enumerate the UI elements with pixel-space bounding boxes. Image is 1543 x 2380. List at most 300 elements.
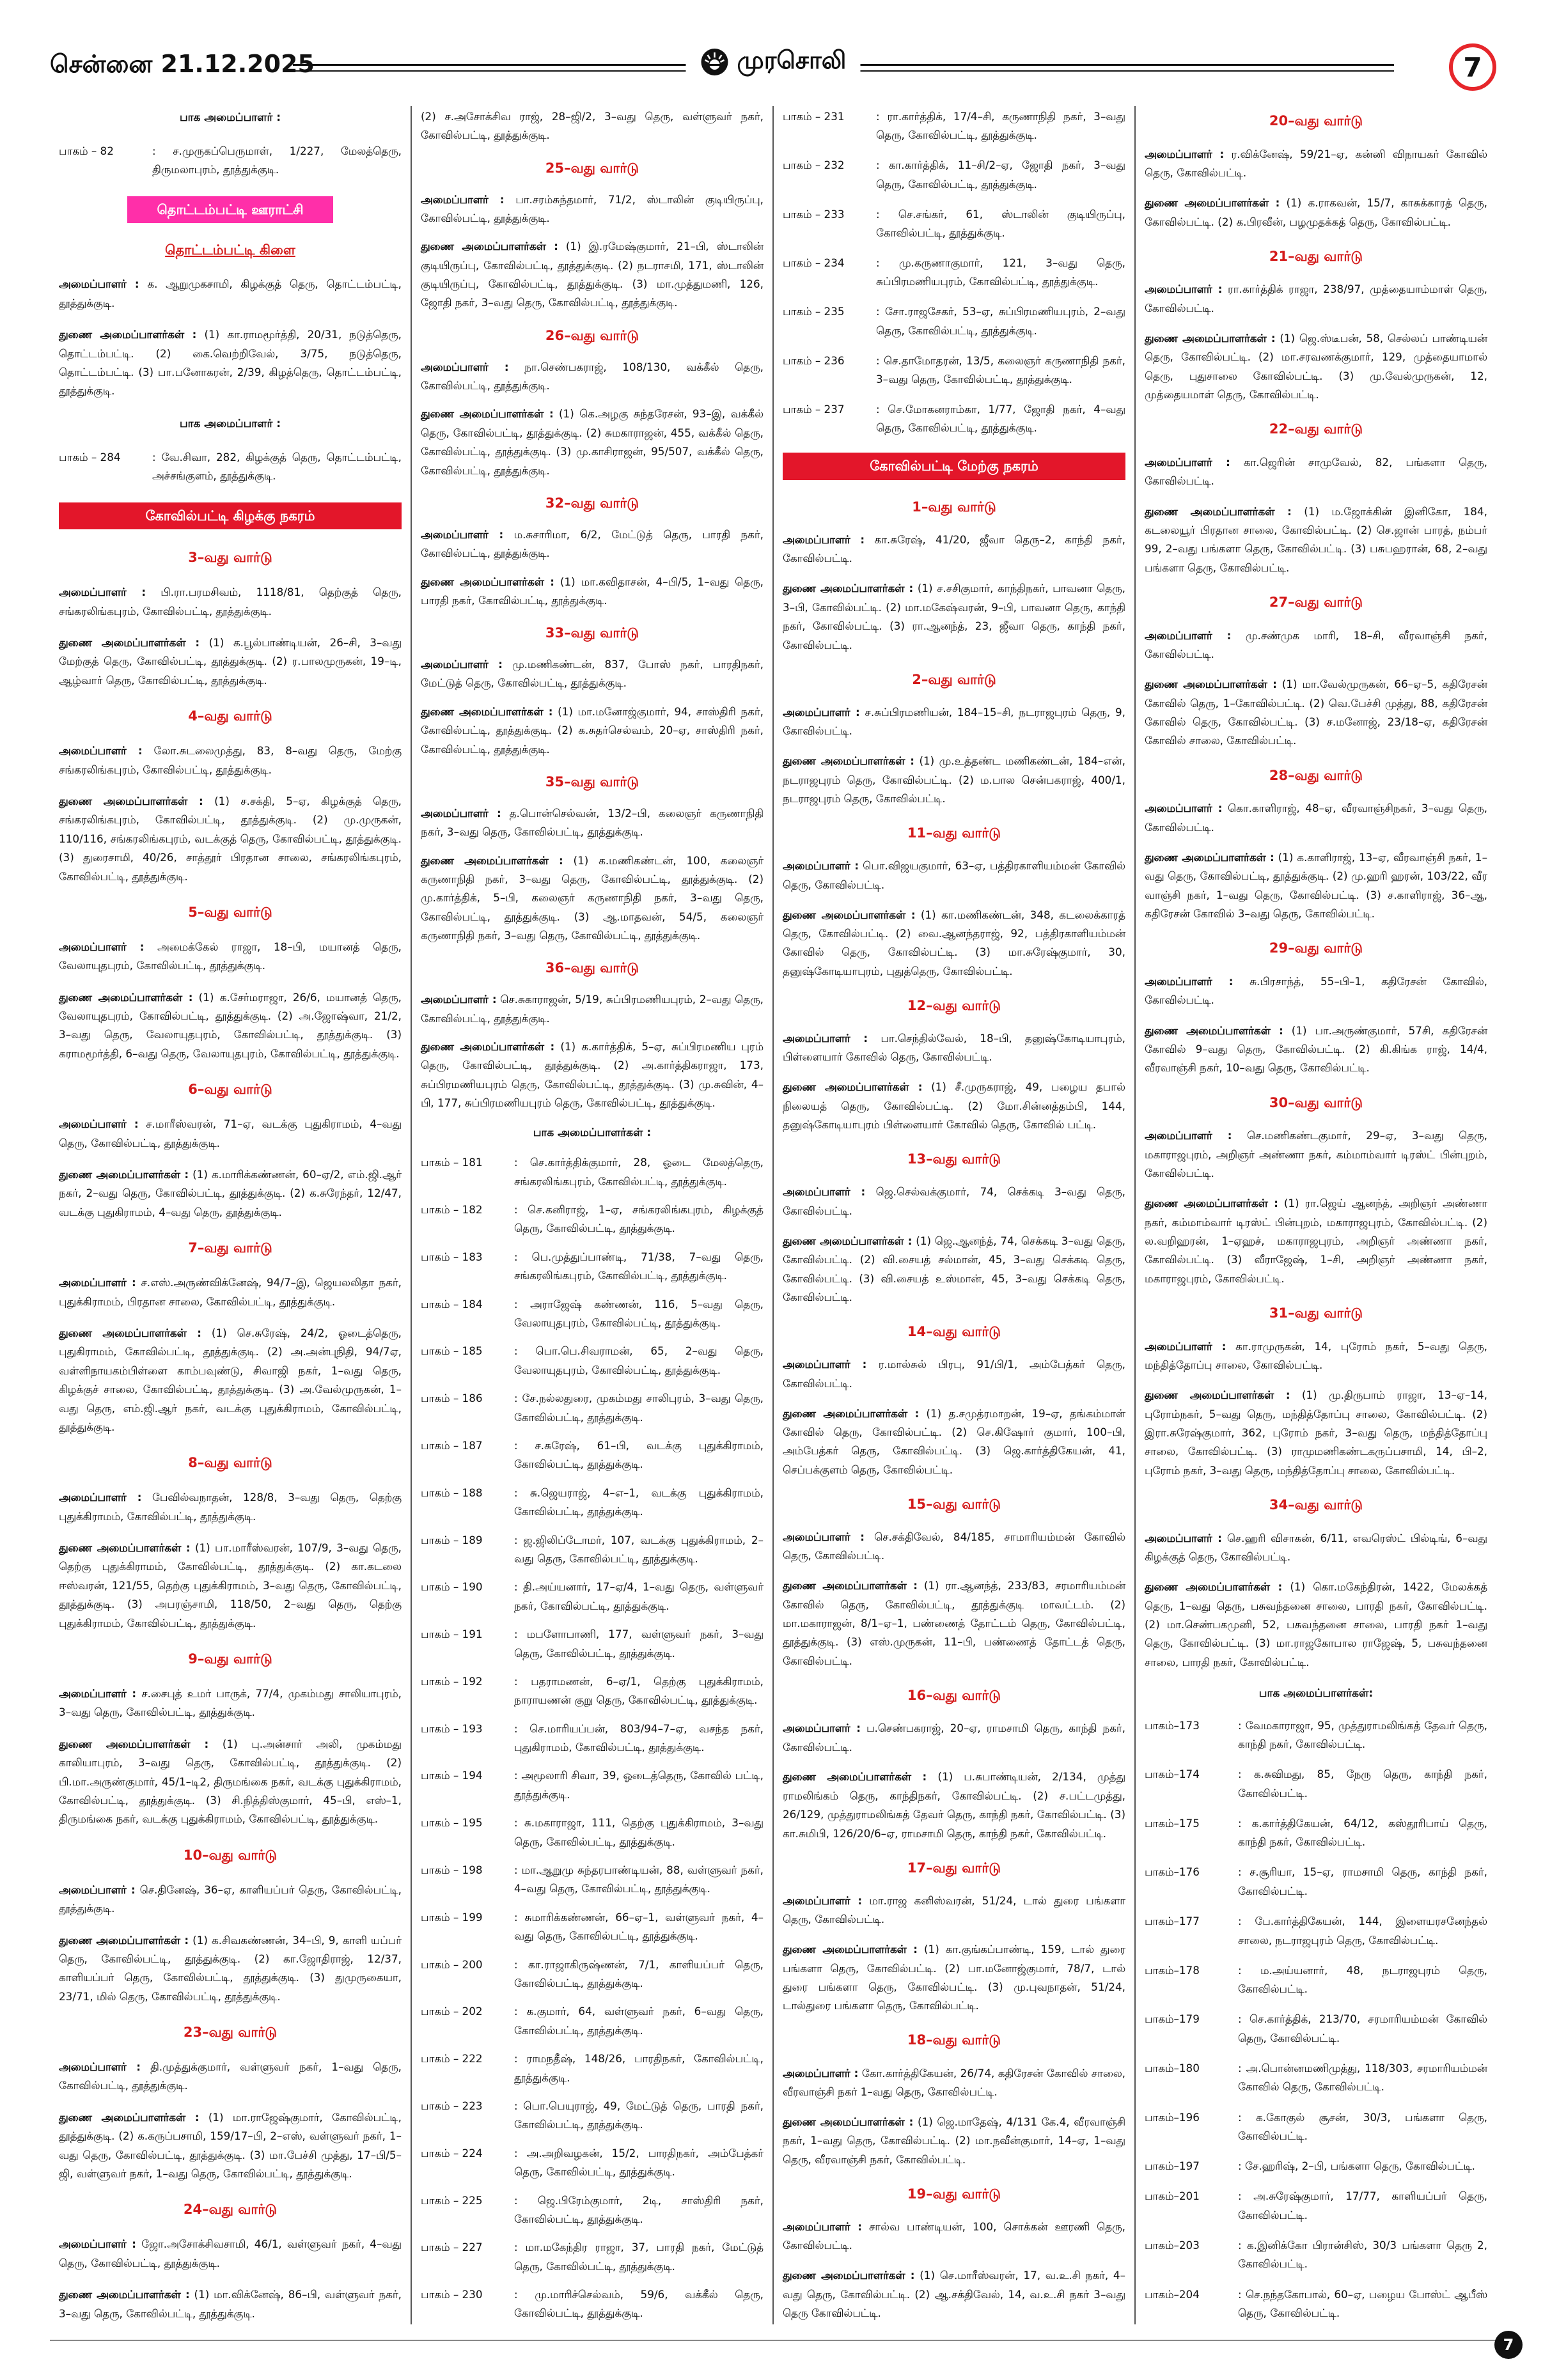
organizer-entry <box>421 358 764 396</box>
organizer-entry <box>1145 626 1487 664</box>
booth-organizer: : க.கோகுல் சூசன், 30/3, பங்களா தெரு, கோவில்பட்டி. <box>1238 2110 1487 2142</box>
booth-organizer: : செ.கார்த்திக், 213/70, சரமாரியம்மன் கோவில் தெரு, கோவில்பட்டி. <box>1238 2012 1487 2044</box>
ward-heading: 9–வது வார்டு <box>188 1651 272 1667</box>
organizer-details: செ.தினேஷ், 36–ஏ, காளியப்பர் தெரு, கோவில்பட்டி, தூத்துக்குடி. <box>59 1883 402 1915</box>
booth-row <box>421 1248 764 1286</box>
role-label: அமைப்பாளர் : <box>1145 456 1230 469</box>
organizer-details: ர.விக்னேஷ், 59/21–ஏ, கன்னி விநாயகர் கோவில் தெரு, கோவில்பட்டி. <box>1145 147 1487 179</box>
organizer-details: ச.எஸ்.அருண்விக்னேஷ், 94/7–இ, ஜெயலலிதா நகர், புதுக்கிராமம், பிரதான சாலை, கோவில்பட்டி, தூத்துக்குடி. <box>59 1276 402 1308</box>
organizer-details: ஜெ.செல்வக்குமார், 74, செக்கடி 3–வது தெரு, கோவில்பட்டி. <box>783 1185 1125 1217</box>
booth-row <box>421 1436 764 1474</box>
role-label: துணை அமைப்பாளர்கள் : <box>59 328 197 341</box>
organizer-details: (1) ரா.ஆனந்த், 233/83, சரமாரியம்மன் கோவில் தெரு, கோவில்பட்டி, தூத்துக்குடி மாவட்டம். (2) மா.மகாராஜன், 8/1–ஏ–1, பண்ணைத் தோட்டம் தெரு, கோவில்பட்டி, தூத்துக்குடி. (3) எஸ்.முருகன், 11–பி, பண்ணைத் தோட்டத் தெரு, கோவில்பட்டி. <box>783 1579 1125 1667</box>
booth-organizer: : கா.ராஜாகிருஷ்ணன், 7/1, காளியப்பர் தெரு, கோவில்பட்டி, தூத்துக்குடி. <box>514 1957 764 1989</box>
booth-row <box>421 2144 764 2182</box>
organizer-entry <box>783 2064 1125 2102</box>
organizer-details: (1) ம.ஜோக்கின் இனிகோ, 184, கடலையூர் பிரதான சாலை, கோவில்பட்டி. (2) செ.ஜான் பாரத், நம்பர் 99, 2–வது பங்களா தெரு, கோவில்பட்டி. (3) பசுபஹரான், 68, 2–வது பங்களா தெரு, கோவில்பட்டி. <box>1145 504 1487 574</box>
booth-number: பாகம்–196 <box>1145 2110 1200 2124</box>
organizer-details: பா.செந்தில்வேல், 18–பி, தனுஷ்கோடியாபுரம், பிள்ளையார் கோவில் தெரு, கோவில்பட்டி. <box>783 1031 1125 1064</box>
organizer-details: (1) இ.ரமேஷ்குமார், 21–பி, ஸ்டாலின் குடியிருப்பு, கோவில்பட்டி, தூத்துக்குடி. (2) நடராசமி, 171, ஸ்டாலின் குடியிருப்பு, கோவில்பட்டி, தூத்துக்குடி. (3) மா.முத்துமணி, 126, ஜோதி நகர், 3–வது தெரு, கோவில்பட்டி, தூத்துக்குடி. <box>421 240 764 309</box>
role-label: அமைப்பாளர் : <box>59 2237 137 2251</box>
organizer-entry <box>421 1038 764 1113</box>
ward-heading: 15–வது வார்டு <box>907 1496 1001 1512</box>
organizer-entry <box>59 634 402 690</box>
organizer-entry <box>59 1324 402 1436</box>
booth-row <box>783 254 1125 292</box>
role-label: துணை அமைப்பாளர்கள் : <box>59 2110 200 2124</box>
booth-number: பாகம்–201 <box>1145 2189 1200 2203</box>
role-label: அமைப்பாளர் : <box>783 533 865 547</box>
booth-organizer: : செ.மோகனராம்கா, 1/77, ஜோதி நகர், 4–வது தெரு, கோவில்பட்டி, தூத்துக்குடி. <box>876 403 1125 435</box>
role-label: அமைப்பாளர் : <box>1145 147 1225 160</box>
organizer-entry <box>59 938 402 976</box>
booth-organizer: : ராமநதீஷ், 148/26, பாரதிநகர், கோவில்பட்டி, தூத்துக்குடி. <box>514 2052 764 2084</box>
column-2 <box>412 106 774 2324</box>
organizer-details: ச.மாரீஸ்வரன், 71–ஏ, வடக்கு புதுகிராமம், 4–வது தெரு, கோவில்பட்டி, தூத்துக்குடி. <box>59 1117 402 1149</box>
organizer-details: (1) கா.ராமமூர்த்தி, 20/31, நடுத்தெரு, தொட்டம்பட்டி. (2) கை.வெற்றிவேல், 3/75, நடுத்தெரு, தொட்டம்பட்டி. (3) பா.பனோகரன், 2/39, கிழத்தெரு, தொட்டம்பட்டி, தூத்துக்குடி. <box>59 328 402 398</box>
organizer-details: (1) செ.மாரீஸ்வரன், 17, வ.உ.சி நகர், 4–வது தெரு, கோவில்பட்டி. (2) ஆ.சக்திவேல், 14, வ.உ.சி நகர் 3–வது தெரு கோவில்பட்டி. <box>783 2269 1125 2320</box>
ward-heading: 29–வது வார்டு <box>1269 940 1363 956</box>
organizer-entry <box>1145 329 1487 405</box>
organizer-details: (1) ச.சக்தி, 5–ஏ, கிழக்குத் தெரு, சங்கரலிங்கபுரம், கோவில்பட்டி, தூத்துக்குடி. (2) மு.முருகன், 110/116, சங்கரலிங்கபுரம், வடக்குத் தெரு, கோவில்பட்டி, தூத்துக்குடி. (3) துரைசாமி, 40/26, சாத்தூர் பிரதான சாலை, சங்கரலிங்கபுரம், கோவில்பட்டி, தூத்துக்குடி. <box>59 794 402 883</box>
area-banner: கோவில்பட்டி மேற்கு நகரம் <box>783 453 1125 480</box>
booth-row <box>421 1861 764 1899</box>
booth-row <box>1145 1961 1487 1999</box>
booth-row <box>421 2238 764 2276</box>
organizer-entry <box>783 2113 1125 2169</box>
booth-row <box>421 2191 764 2229</box>
ward-heading: 26–வது வார்டு <box>545 327 639 343</box>
booth-row <box>783 400 1125 438</box>
booth-row <box>1145 2059 1487 2097</box>
role-label: அமைப்பாளர் : <box>1145 628 1232 642</box>
role-label: துணை அமைப்பாளர்கள் : <box>1145 678 1277 691</box>
panchayat-banner: தொட்டம்பட்டி ஊராட்சி <box>127 196 333 224</box>
booth-number: பாகம்–178 <box>1145 1963 1200 1977</box>
organizer-entry <box>59 1931 402 2007</box>
booth-number: பாகம்–204 <box>1145 2287 1200 2301</box>
booth-row <box>783 156 1125 194</box>
booth-organizer: : பெ.முத்துப்பாண்டி, 71/38, 7–வது தெரு, சங்கரலிங்கபுரம், கோவில்பட்டி, தூத்துக்குடி. <box>514 1250 764 1282</box>
role-label: துணை அமைப்பாளர்கள் : <box>783 1579 918 1592</box>
booth-organizer: : ச.சூரியா, 15–ஏ, ராமசாமி தெரு, காந்தி நகர், கோவில்பட்டி. <box>1238 1865 1487 1897</box>
booth-organizer: : செ.நந்தகோபால், 60–ஏ, பழைய போஸ்ட் ஆபீஸ் தெரு, கோவில்பட்டி. <box>1238 2287 1487 2320</box>
booth-number: பாகம் – 82 <box>59 144 114 157</box>
role-label: அமைப்பாளர் : <box>59 1276 136 1289</box>
organizer-details: ப.செண்பகராஜ், 20–ஏ, ராமசாமி தெரு, காந்தி நகர், கோவில்பட்டி. <box>783 1722 1125 1754</box>
role-label: துணை அமைப்பாளர்கள் : <box>59 636 200 649</box>
organizer-details: கோ.கார்த்திகேயன், 26/74, கதிரேசன் கோவில் சாலை, வீரவாஞ்சி நகர் 1–வது தெரு, கோவில்பட்டி. <box>783 2066 1125 2099</box>
booth-organizer: : பதராமணன், 6–ஏ/1, தெற்கு புதுக்கிராமம், நாராயணன் குறு தெரு, கோவில்பட்டி, தூத்துக்குடி. <box>514 1674 764 1707</box>
booth-row <box>783 302 1125 340</box>
organizer-details: ரா.கார்த்திக் ராஜா, 238/97, முத்தையாம்மாள் தெரு, கோவில்பட்டி. <box>1145 283 1487 315</box>
organizer-entry <box>1145 1578 1487 1672</box>
role-label: துணை அமைப்பாளர்கள் : <box>783 1406 920 1420</box>
booth-number: பாகம் – 232 <box>783 159 845 172</box>
booth-number: பாகம் – 224 <box>421 2146 483 2159</box>
booth-number: பாகம் – 195 <box>421 1816 483 1830</box>
organizer-details: (1) கா.மணிகண்டன், 348, கடலைக்காரத் தெரு, கோவில்பட்டி. (2) வை.ஆனந்தராஜ், 92, பத்திரகாளியம்மன் கோவில் தெரு, கோவில்பட்டி. (3) மா.சுரேஷ்குமார், 30, தனுஷ்கோடியாபுரம், புதுத்தெரு, கோவில்பட்டி. <box>783 908 1125 977</box>
booth-organizer: : செ.மாரியப்பன், 803/94–7–ஏ, வசந்த நகர், புதுகிராமம், கோவில்பட்டி, தூத்துக்குடி. <box>514 1722 764 1754</box>
booth-row <box>1145 2236 1487 2274</box>
booth-number: பாகம் – 194 <box>421 1769 483 1782</box>
ward-heading: 7–வது வார்டு <box>188 1240 272 1256</box>
organizer-entry <box>1145 280 1487 318</box>
organizer-entry <box>783 579 1125 655</box>
organizer-entry <box>783 1768 1125 1843</box>
role-label: அமைப்பாளர் : <box>421 527 504 541</box>
ward-heading: 4–வது வார்டு <box>188 708 272 724</box>
organizer-details: செ.சக்திவேல், 84/185, சாமாரியம்மன் கோவில் தெரு, கோவில்பட்டி. <box>783 1530 1126 1562</box>
ward-heading: 32–வது வார்டு <box>545 495 639 511</box>
organizer-entry <box>783 1576 1125 1670</box>
role-label: அமைப்பாளர் : <box>421 360 509 373</box>
role-label: அமைப்பாளர் : <box>783 1722 861 1735</box>
ward-heading: 24–வது வார்டு <box>183 2202 278 2218</box>
organizer-details: பொ.விஜயகுமார், 63–ஏ, பத்திரகாளியம்மன் கோவில் தெரு, கோவில்பட்டி. <box>783 859 1125 891</box>
booth-organizer: : அராஜேஷ் கண்ணன், 116, 5–வது தெரு, வேலாயுதபுரம், கோவில்பட்டி, தூத்துக்குடி. <box>514 1297 764 1330</box>
organizer-details: கா.சுரேஷ், 41/20, ஜீவா தெரு–2, காந்தி நகர், கோவில்பட்டி. <box>783 533 1125 565</box>
organizer-details: (1) க.மணிகண்டன், 100, கலைஞர் கருணாநிதி நகர், 3–வது தெரு, கோவில்பட்டி, தூத்துக்குடி. (2) மு.கார்த்திக், 5–பி, கலைஞர் கருணாநிதி நகர், 3–வது தெரு, கோவில்பட்டி, தூத்துக்குடி. (3) ஆ.மாதவன், 54/5, கலைஞர் கருணாநிதி நகர், 3–வது தெரு, கோவில்பட்டி, தூத்துக்குடி. <box>421 853 764 942</box>
booth-row <box>421 1814 764 1851</box>
ward-heading: 20–வது வார்டு <box>1269 113 1363 128</box>
role-label: துணை அமைப்பாளர்கள் : <box>783 2115 914 2129</box>
organizer-details: பி.ரா.பரமசிவம், 1118/81, தெற்குத் தெரு, சங்கரலிங்கபுரம், கோவில்பட்டி, தூத்துக்குடி. <box>59 586 402 618</box>
booth-organizer: : வேமகாராஜா, 95, முத்துராமலிங்கத் தேவர் தெரு, காந்தி நகர், கோவில்பட்டி. <box>1238 1718 1487 1750</box>
role-label: அமைப்பாளர் : <box>783 1894 863 1907</box>
ward-heading: 18–வது வார்டு <box>907 2032 1001 2048</box>
organizer-details: (1) ஜெ.மாதேஷ், 4/131 கே.4, வீரவாஞ்சி நகர், 1–வது தெரு, கோவில்பட்டி. (2) மா.நவீன்குமார், 14–ஏ, 1–வது தெரு, வீரவாஞ்சி நகர், கோவில்பட்டி. <box>783 2115 1125 2166</box>
organizer-entry <box>59 2108 402 2184</box>
booth-row <box>1145 1912 1487 1950</box>
booth-number: பாகம் – 183 <box>421 1250 483 1263</box>
booth-organizer: : சுமாரிக்கண்ணன், 66–ஏ–1, வள்ளுவர் நகர், 4–வது தெரு, கோவில்பட்டி, தூத்துக்குடி. <box>514 1910 764 1943</box>
organizer-entry <box>421 405 764 480</box>
booth-organizer: : அ.பொன்னமணிமுத்து, 118/303, சரமாரியம்மன் கோவில் தெரு, கோவில்பட்டி. <box>1238 2061 1487 2094</box>
booth-row <box>783 107 1125 145</box>
booth-organizer: : கா.கார்த்திக், 11–சி/2–ஏ, ஜோதி நகர், 3–வது தெரு, கோவில்பட்டி, தூத்துக்குடி. <box>876 159 1125 191</box>
role-label: துணை அமைப்பாளர்கள் : <box>1145 850 1274 864</box>
organizer-details: ர.மால்சுல் பிரபு, 91/பி/1, அம்பேத்கர் தெரு, கோவில்பட்டி. <box>783 1358 1125 1390</box>
booth-organizer: : மா.ஆறுமு சுந்தரபாண்டியன், 88, வள்ளுவர் நகர், 4–வது தெரு, கோவில்பட்டி, தூத்துக்குடி. <box>514 1863 764 1895</box>
role-label: அமைப்பாளர் : <box>1145 1129 1232 1142</box>
ward-heading: 11–வது வார்டு <box>907 825 1001 841</box>
role-label: துணை அமைப்பாளர்கள் : <box>1145 332 1276 345</box>
role-label: துணை அமைப்பாளர்கள் : <box>1145 504 1292 518</box>
organizer-entry <box>59 275 402 313</box>
ward-heading: 17–வது வார்டு <box>907 1860 1001 1876</box>
booth-number: பாகம்–174 <box>1145 1768 1200 1781</box>
booth-row <box>421 2049 764 2087</box>
ward-heading: 25–வது வார்டு <box>545 160 639 176</box>
organizer-entry <box>783 1404 1125 1480</box>
ward-heading: 33–வது வார்டு <box>545 625 639 641</box>
role-label: துணை அமைப்பாளர்கள் : <box>421 575 554 588</box>
organizer-details: த.பொன்செல்வன், 13/2–பி, கலைஞர் கருணாநிதி நகர், 3–வது தெரு, கோவில்பட்டி, தூத்துக்குடி. <box>421 806 764 839</box>
booth-number: பாகம் – 184 <box>421 1297 483 1311</box>
organizer-entry <box>783 1355 1125 1393</box>
organizer-entry <box>59 583 402 621</box>
booth-row <box>421 1908 764 1946</box>
organizer-details: (1) மா.கவிதாசன், 4–பி/5, 1–வது தெரு, பாரதி நகர், கோவில்பட்டி, தூத்துக்குடி. <box>421 575 764 607</box>
ward-heading: 3–வது வார்டு <box>188 550 272 566</box>
booth-row <box>421 1720 764 1757</box>
organizer-details: (1) க.சிவகண்ணன், 34–பி, 9, காளி யப்பர் தெரு, கோவில்பட்டி, தூத்துக்குடி. (2) கா.ஜோதிராஜ், 12/37, காளியப்பர் தெரு, கோவில்பட்டி, தூத்துக்குடி. (3) துமுருகையா, 23/71, மில் தெரு, கோவில்பட்டி, தூத்துக்குடி. <box>59 1933 402 2003</box>
booth-row <box>1145 1765 1487 1803</box>
section-heading: பாக அமைப்பாளர் : <box>179 417 281 430</box>
article-columns <box>50 106 1496 2324</box>
organizer-details: (1) செ.சுரேஷ், 24/2, ஓடைத்தெரு, புதுகிராமம், கோவில்பட்டி, தூத்துக்குடி. (2) அ.அன்புநிதி, 94/7ஏ, வள்ளிநாயகம்பிள்ளை காம்பவுண்டு, சிவாஜி நகர், 1–வது தெரு, கிழக்குச் சாலை, கோவில்பட்டி, தூத்துக்குடி. (3) அ.வேல்முருகன், 1–வது தெரு, எம்.ஜி.ஆர் நகர், வடக்கு புதுக்கிராமம், கோவில்பட்டி, தூத்துக்குடி. <box>59 1326 402 1433</box>
masthead <box>50 46 1496 92</box>
role-label: அமைப்பாளர் : <box>783 1530 865 1543</box>
role-label: அமைப்பாளர் : <box>59 940 145 953</box>
ward-heading: 2–வது வார்டு <box>912 671 996 687</box>
booth-row <box>421 1342 764 1380</box>
organizer-entry <box>783 1940 1125 2016</box>
organizer-entry <box>783 752 1125 808</box>
organizer-entry <box>1145 1386 1487 1480</box>
booth-number: பாகம் – 237 <box>783 403 845 416</box>
booth-number: பாகம் – 193 <box>421 1722 483 1735</box>
booth-organizer: : தி.அய்யனார், 17–ஏ/4, 1–வது தெரு, வள்ளுவர் நகர், கோவில்பட்டி, தூத்துக்குடி. <box>514 1580 764 1612</box>
booth-organizer: : ரா.கார்த்திக், 17/4–சி, கருணாநிதி நகர், 3–வது தெரு, கோவில்பட்டி, தூத்துக்குடி. <box>876 110 1125 142</box>
booth-organizer: : மா.மகேந்திர ராஜா, 37, பாரதி நகர், மேட்டுத் தெரு, கோவில்பட்டி, தூத்துக்குடி. <box>514 2241 764 2273</box>
organizer-entry <box>59 2058 402 2096</box>
booth-organizer: : செ.தாமோதரன், 13/5, கலைஞர் கருணாநிதி நகர், 3–வது தெரு, கோவில்பட்டி, தூத்துக்குடி. <box>876 354 1125 386</box>
organizer-details: மு.சண்முக மாரி, 18–சி, வீரவாஞ்சி நகர், கோவில்பட்டி. <box>1145 628 1487 661</box>
organizer-details: (1) த.சமுத்ரமாறன், 19–ஏ, தங்கம்மாள் கோவில் தெரு, கோவில்பட்டி. (2) செ.கிஷோர் குமார், 100–பி, அம்பேத்கர் தெரு, கோவில்பட்டி. (3) ஜெ.கார்த்திகேயன், 41, செப்பக்குளம் தெரு, கோவில்பட்டி. <box>783 1406 1125 1476</box>
organizer-details: ச.சுப்பிரமணியன், 184–15–சி, நடராஜபுரம் தெரு, 9, கோவில்பட்டி. <box>783 705 1125 738</box>
organizer-details: நா.செண்பகராஜ், 108/130, வக்கீல் தெரு, கோவில்பட்டி, தூத்துக்குடி. <box>421 360 764 393</box>
booth-organizer: : சே.நல்லதுரை, முகம்மது சாலிபுரம், 3–வது தெரு, கோவில்பட்டி, தூத்துக்குடி. <box>514 1392 764 1424</box>
booth-number: பாகம் – 190 <box>421 1580 483 1594</box>
organizer-details: ம.சுசாரிமா, 6/2, மேட்டுத் தெரு, பாரதி நகர், கோவில்பட்டி, தூத்துக்குடி. <box>421 527 764 560</box>
booth-number: பாகம் – 189 <box>421 1533 483 1546</box>
newspaper-title: முரசொலி <box>737 46 847 74</box>
organizer-details: தி.முத்துக்குமார், வள்ளுவர் நகர், 1–வது தெரு, கோவில்பட்டி, தூத்துக்குடி. <box>59 2060 402 2092</box>
column-4 <box>1136 106 1496 2324</box>
booth-number: பாகம்–180 <box>1145 2061 1200 2074</box>
organizer-details: கொ.காளிராஜ், 48–ஏ, வீரவாஞ்சிநகர், 3–வது தெரு, கோவில்பட்டி. <box>1145 802 1487 834</box>
organizer-details: கா.ஜெரின் சாமுவேல், 82, பங்களா தெரு, கோவில்பட்டி. <box>1145 456 1487 488</box>
ward-heading: 21–வது வார்டு <box>1269 248 1363 264</box>
organizer-entry <box>783 703 1125 741</box>
booth-organizer: : அமூலாரி சிவா, 39, ஓடைத்தெரு, கோவில் பட்டி, தூத்துக்குடி. <box>514 1769 764 1801</box>
booth-organizer: : ச.சுரேஷ், 61–பி, வடக்கு புதுக்கிராமம், கோவில்பட்டி, தூத்துக்குடி. <box>514 1439 764 1471</box>
masthead-brand <box>686 46 861 78</box>
role-label: அமைப்பாளர் : <box>59 586 146 599</box>
organizer-entry <box>783 857 1125 894</box>
booth-organizer: : சோ.ராஜசேகர், 53–ஏ, சுப்பிரமணியபுரம், 2–வது தெரு, கோவில்பட்டி, தூத்துக்குடி. <box>876 305 1125 337</box>
booth-row <box>1145 2157 1487 2175</box>
organizer-details: க. ஆறுமுகசாமி, கிழக்குத் தெரு, தொட்டம்பட்டி, தூத்துக்குடி. <box>59 277 402 309</box>
booth-number: பாகம் – 227 <box>421 2241 483 2254</box>
organizer-entry <box>783 531 1125 568</box>
organizer-details: (1) க.காளிராஜ், 13–ஏ, வீரவாஞ்சி நகர், 1–வது தெரு, கோவில்பட்டி, தூத்துக்குடி. (2) மு.ஹரி ஹரன், 103/22, வீர வாஞ்சி நகர், 1–வது தெரு, கோவில்பட்டி. (3) ச.காளிராஜ், 36–ஆ, கதிரேசன் கோவில் 3–வது தெரு, கோவில்பட்டி. <box>1145 850 1487 921</box>
role-label: அமைப்பாளர் : <box>783 1185 866 1199</box>
role-label: அமைப்பாளர் : <box>1145 1531 1222 1544</box>
role-label: அமைப்பாளர் : <box>59 1491 142 1504</box>
organizer-entry <box>1145 972 1487 1010</box>
role-label: துணை அமைப்பாளர்கள் : <box>783 2269 915 2282</box>
organizer-details: (1) ரா.ஜெய் ஆனந்த், அறிஞர் அண்ணா நகர், கம்மாம்வார் டிரஸ்ட் பின்புறம், மகாராஜபுரம், கோவில்பட்டி. (2) ல.வறிஹரன், 1–ஏஹச், மகாராஜபுரம், அறிஞர் அண்ணா நகர், கோவில்பட்டி. (3) வீராஜேஷ், 1–சி, அறிஞர் அண்ணா நகர், மகாராஜபுரம், கோவில்பட்டி. <box>1145 1197 1487 1285</box>
organizer-details: ச.சைபுத் உமர் பாருக், 77/4, முகம்மது சாலியாபுரம், 3–வது தெரு, கோவில்பட்டி, தூத்துக்குடி. <box>59 1686 402 1719</box>
ward-heading: 19–வது வார்டு <box>907 2186 1001 2202</box>
role-label: அமைப்பாளர் : <box>783 2066 859 2080</box>
organizer-entry <box>1145 1022 1487 1078</box>
organizer-entry <box>1145 675 1487 751</box>
booth-row <box>421 1484 764 1521</box>
section-heading: பாக அமைப்பாளர்கள்: <box>1258 1687 1374 1700</box>
booth-organizer: : க.கார்த்திகேயன், 64/12, கஸ்தூரிபாய் தெரு, காந்தி நகர், கோவில்பட்டி. <box>1238 1816 1487 1849</box>
ward-heading: 35–வது வார்டு <box>545 774 639 789</box>
role-label: துணை அமைப்பாளர்கள் : <box>59 1168 189 1181</box>
footer-page-number: 7 <box>1494 2331 1523 2359</box>
organizer-entry <box>783 2218 1125 2255</box>
booth-organizer: : ச.முருகப்பெருமாள், 1/227, மேலத்தெரு, திருமலாபுரம், தூத்துக்குடி. <box>152 144 402 176</box>
role-label: அமைப்பாளர் : <box>783 1031 868 1045</box>
role-label: துணை அமைப்பாளர்கள் : <box>59 1737 209 1750</box>
booth-number: பாகம் – 230 <box>421 2288 483 2301</box>
organizer-entry <box>783 1232 1125 1307</box>
booth-organizer: : மபளோபாணி, 177, வள்ளுவர் நகர், 3–வது தெரு, கோவில்பட்டி, தூத்துக்குடி. <box>514 1628 764 1660</box>
role-label: துணை அமைப்பாளர்கள் : <box>783 1080 923 1094</box>
ward-heading: 10–வது வார்டு <box>183 1847 278 1863</box>
organizer-entry <box>421 852 764 945</box>
role-label: அமைப்பாளர் : <box>59 277 139 291</box>
ward-heading: 1–வது வார்டு <box>912 499 996 515</box>
column-1 <box>50 106 412 2324</box>
organizer-details: (1) மா.மனோஜ்குமார், 94, சாஸ்திரி நகர், கோவில்பட்டி, தூத்துக்குடி. (2) க.சுதர்செல்வம், 20–ஏ, சாஸ்திரி நகர், கோவில்பட்டி, தூத்துக்குடி. <box>421 704 764 756</box>
role-label: அமைப்பாளர் : <box>59 1686 137 1700</box>
role-label: அமைப்பாளர் : <box>1145 974 1234 988</box>
organizer-entry <box>59 1273 402 1311</box>
organizer-entry <box>59 1165 402 1222</box>
booth-organizer: : வே.சிவா, 282, கிழக்குத் தெரு, தொட்டம்பட்டி, அச்சங்குளம், தூத்துக்குடி. <box>152 450 402 483</box>
role-label: துணை அமைப்பாளர்கள் : <box>59 1933 189 1947</box>
role-label: துணை அமைப்பாளர்கள் : <box>783 582 914 595</box>
organizer-details: (1) கா.குங்கப்பாண்டி, 159, டால் துரை பங்களா தெரு, கோவில்பட்டி. (2) பா.மனோஜ்குமார், 78/7, டால் துரை பங்களா தெரு, கோவில்பட்டி. (3) மு.புவநாதன், 51/24, டால்துரை பங்களா தெரு, கோவில்பட்டி. <box>783 1943 1126 2012</box>
ward-heading: 13–வது வார்டு <box>907 1151 1001 1167</box>
booth-number: பாகம்–175 <box>1145 1816 1200 1830</box>
role-label: அமைப்பாளர் : <box>59 744 143 758</box>
role-label: துணை அமைப்பாளர்கள் : <box>421 240 558 253</box>
organizer-entry <box>1145 194 1487 231</box>
booth-number: பாகம் – 199 <box>421 1910 483 1924</box>
organizer-entry <box>59 1735 402 1829</box>
role-label: துணை அமைப்பாளர்கள் : <box>421 704 553 718</box>
booth-organizer: : பொ.பெ.சிவராமன், 65, 2–வது தெரு, வேலாயுதபுரம், கோவில்பட்டி, தூத்துக்குடி. <box>514 1344 764 1376</box>
role-label: துணை அமைப்பாளர்கள் : <box>59 990 193 1004</box>
role-label: அமைப்பாளர் : <box>421 192 505 206</box>
masthead-date: சென்னை 21.12.2025 <box>50 50 315 78</box>
organizer-entry <box>421 107 764 145</box>
role-label: துணை அமைப்பாளர்கள் : <box>783 908 916 921</box>
role-label: துணை அமைப்பாளர்கள் : <box>1145 196 1280 210</box>
organizer-entry <box>421 703 764 759</box>
booth-organizer: : சு.மகாராஜா, 111, தெற்கு புதுக்கிராமம், 3–வது தெரு, கோவில்பட்டி, தூத்துக்குடி. <box>514 1816 764 1848</box>
booth-number: பாகம் – 225 <box>421 2193 483 2207</box>
booth-number: பாகம் – 234 <box>783 256 845 270</box>
booth-organizer: : க.சுவிமது, 85, நேரு தெரு, காந்தி நகர், கோவில்பட்டி. <box>1238 1768 1487 1800</box>
role-label: அமைப்பாளர் : <box>421 658 503 671</box>
organizer-details: (1) கெ.அழகு சுந்தரேசன், 93–இ, வக்கீல் தெரு, கோவில்பட்டி, தூத்துக்குடி. (2) சுமகாராஜன், 455, வக்கீல் தெரு, கோவில்பட்டி, தூத்துக்குடி. (3) மு.காசிராஜன், 95/507, வக்கீல் தெரு, கோவில்பட்டி, தூத்துக்குடி. <box>421 407 764 477</box>
booth-number: பாகம் – 185 <box>421 1344 483 1358</box>
organizer-details: (1) பா.அருண்குமார், 57சி, கதிரேசன் கோவில் 9–வது தெரு, கோவில்பட்டி. (2) கி.கிங்க ராஜ், 14/4, வீரவாஞ்சி நகர், 10–வது தெரு, கோவில்பட்டி. <box>1145 1023 1487 1075</box>
booth-row <box>421 1389 764 1427</box>
ward-heading: 36–வது வார்டு <box>545 960 639 976</box>
booth-row <box>1145 1814 1487 1852</box>
booth-number: பாகம்–197 <box>1145 2159 1200 2173</box>
organizer-details: (1) மா.வேல்முருகன், 66–ஏ–5, கதிரேசன் கோவில் தெரு, 1–கோவில்பட்டி. (2) வெ.பேச்சி முத்து, 88, கதிரேசன் கோவில் தெரு, கோவில்பட்டி. (3) ச.மனோஜ், 23/18–ஏ, கதிரேசன் கோவில் சாலை, கோவில்பட்டி. <box>1145 678 1487 747</box>
ward-heading: 16–வது வார்டு <box>907 1687 1001 1703</box>
ward-heading: 14–வது வார்டு <box>907 1323 1001 1339</box>
booth-row <box>421 1672 764 1710</box>
booth-number: பாகம் – 182 <box>421 1203 483 1217</box>
organizer-entry <box>1145 848 1487 924</box>
ward-heading: 28–வது வார்டு <box>1269 767 1363 783</box>
ward-heading: 6–வது வார்டு <box>188 1082 272 1098</box>
organizer-details: (1) ப.சுபாண்டியன், 2/134, முத்து ராமலிங்கம் தெரு, காந்திநகர், கோவில்பட்டி. (2) ச.பட்டமுத்து, 26/129, முத்துராமலிங்கத் தேவர் தெரு, காந்தி நகர், கோவில்பட்டி. (3) கா.சுமிபி, 126/20/6–ஏ, ராமசாமி தெரு, காந்தி நகர், கோவில்பட்டி. <box>783 1770 1125 1840</box>
booth-number: பாகம் – 200 <box>421 1957 483 1971</box>
organizer-details: பேவில்வநாதன், 128/8, 3–வது தெரு, தெற்கு புதுக்கிராமம், கோவில்பட்டி, தூத்துக்குடி. <box>59 1491 402 1523</box>
role-label: அமைப்பாளர் : <box>783 705 860 719</box>
role-label: அமைப்பாளர் : <box>783 1358 867 1371</box>
organizer-entry <box>59 325 402 401</box>
booth-row <box>59 142 402 180</box>
organizer-details: (1) மா.விக்னேஷ், 86–பி, வள்ளுவர் நகர், 3–வது தெரு, கோவில்பட்டி, தூத்துக்குடி. <box>59 2288 402 2320</box>
booth-number: பாகம் – 223 <box>421 2099 483 2112</box>
role-label: அமைப்பாளர் : <box>1145 1339 1226 1353</box>
role-label: அமைப்பாளர் : <box>783 859 859 873</box>
ward-heading: 8–வது வார்டு <box>188 1455 272 1471</box>
role-label: துணை அமைப்பாளர்கள் : <box>1145 1580 1283 1594</box>
organizer-details: (1) கொ.மகேந்திரன், 1422, மேலக்கத் தெரு, 1–வது தெரு, பசுவந்தனை சாலை, பாரதி நகர், கோவில்பட்டி. (2) மா.செண்பகமுனி, 52, பசுவந்தனை சாலை, பாரதி நகர் 1–வது தெரு, கோவில்பட்டி. (3) மா.ராஜகோபால ராஜேஷ், 5, பசுவந்தனை சாலை, பாரதி நகர், கோவில்பட்டி. <box>1145 1580 1487 1668</box>
booth-number: பாகம்–173 <box>1145 1718 1200 1732</box>
booth-row <box>1145 2010 1487 2048</box>
organizer-entry <box>783 1892 1125 1929</box>
organizer-entry <box>421 237 764 313</box>
booth-row <box>1145 2285 1487 2323</box>
booth-number: பாகம் – 202 <box>421 2005 483 2018</box>
role-label: துணை அமைப்பாளர்கள் : <box>783 754 914 768</box>
footer-rule <box>50 2340 1496 2341</box>
organizer-entry <box>59 792 402 886</box>
organizer-entry <box>421 525 764 563</box>
role-label: துணை அமைப்பாளர்கள் : <box>1145 1388 1290 1402</box>
organizer-details: (1) மு.உத்தண்ட மணிகண்டன், 184–என், நடராஜபுரம் தெரு, கோவில்பட்டி. (2) ம.பால சென்பகராஜ், 400/1, நடராஜபுரம் தெரு, கோவில்பட்டி. <box>783 754 1125 805</box>
organizer-entry <box>1145 145 1487 183</box>
organizer-entry <box>1145 1337 1487 1375</box>
booth-organizer: : சே.ஹரிஷ், 2–பி, பங்களா தெரு, கோவில்பட்டி. <box>1238 2159 1476 2173</box>
booth-organizer: : அ.சுரேஷ்குமார், 17/77, காளியப்பர் தெரு, கோவில்பட்டி. <box>1238 2189 1487 2221</box>
role-label: அமைப்பாளர் : <box>421 806 501 820</box>
booth-row <box>1145 1863 1487 1901</box>
organizer-entry <box>1145 1194 1487 1288</box>
organizer-entry <box>421 655 764 693</box>
ward-heading: 22–வது வார்டு <box>1269 421 1363 437</box>
booth-organizer: : செ.கனிராஜ், 1–ஏ, சங்கரலிங்கபுரம், கிழக்குத் தெரு, கோவில்பட்டி, தூத்துக்குடி. <box>514 1203 764 1235</box>
role-label: துணை அமைப்பாளர்கள் : <box>421 407 554 421</box>
organizer-details: (1) சீ.முருகராஜ், 49, பழைய தபால் நிலையத் தெரு, கோவில்பட்டி. (2) மோ.சின்னத்தம்பி, 144, தனுஷ்கோடியாபுரம் பிள்ளையார் கோவில் தெரு, கோவில் பட்டி. <box>783 1080 1125 1132</box>
ward-heading: 5–வது வார்டு <box>188 905 272 921</box>
organizer-entry <box>59 2235 402 2273</box>
booth-row <box>783 205 1125 243</box>
organizer-details: (1) க.பூல்பாண்டியன், 26–சி, 3–வது மேற்குத் தெரு, கோவில்பட்டி, தூத்துக்குடி. (2) ர.பாலமுருகன், 19–டி, ஆழ்வார் தெரு, கோவில்பட்டி, தூத்துக்குடி. <box>59 636 402 687</box>
organizer-details: ஜோ.அசோக்சிவசாமி, 46/1, வள்ளுவர் நகர், 4–வது தெரு, கோவில்பட்டி, தூத்துக்குடி. <box>59 2237 402 2269</box>
booth-organizer: : செ.கார்த்திக்குமார், 28, ஓடை மேலத்தெரு, சங்கரலிங்கபுரம், கோவில்பட்டி, தூத்துக்குடி. <box>514 1156 764 1188</box>
booth-organizer: : ஜ.ஜிலிப்டோமர், 107, வடக்கு புதுக்கிராமம், 2–வது தெரு, கோவில்பட்டி, தூத்துக்குடி. <box>514 1533 764 1565</box>
